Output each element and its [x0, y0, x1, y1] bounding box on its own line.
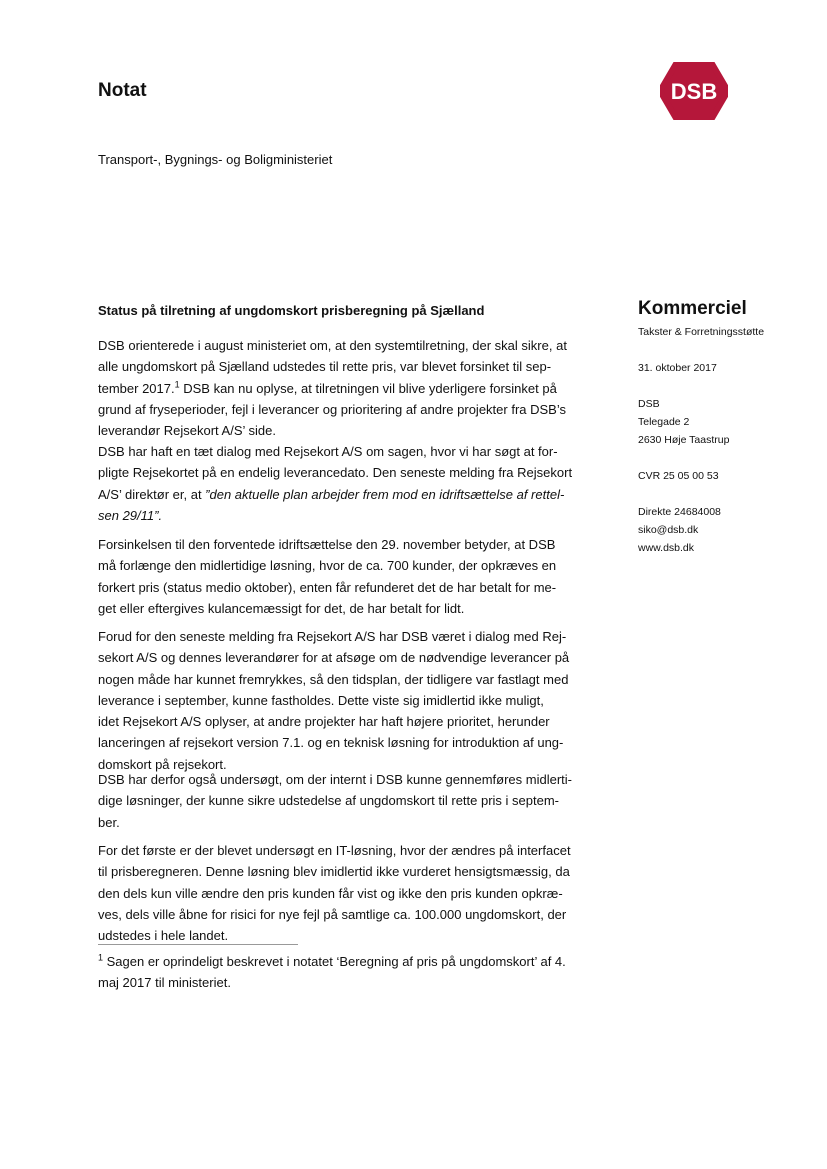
paragraph [98, 335, 567, 441]
text-segment: nogen måde har kunnet fremrykkes, så den tidsplan, der tidligere var fastlagt med [98, 671, 569, 687]
paragraph [98, 626, 569, 775]
text-segment: idet Rejsekort A/S oplyser, at andre projekter har haft højere prioritet, herunder [98, 714, 550, 730]
text-segment: alle ungdomskort på Sjælland udstedes til rette pris, var blevet forsinket til sep- [98, 359, 552, 375]
paragraph [98, 534, 556, 619]
text-line [98, 669, 569, 690]
text-segment: Forsinkelsen til den forventede idriftsættelse den 29. november betyder, at DSB [98, 537, 556, 552]
text-line [98, 420, 567, 441]
paragraph [98, 769, 572, 833]
text-segment: get eller eftergives kulancemæssigt for det, de har betalt for lidt. [98, 600, 465, 616]
text-line [98, 840, 571, 861]
paragraph [98, 840, 571, 946]
text-segment: For det første er der blevet undersøgt en IT-løsning, hvor der ændres på interfacet [98, 843, 571, 858]
text-segment: ber. [98, 814, 120, 830]
text-line [98, 555, 556, 576]
text-segment: DSB kan nu oplyse, at tilretningen vil blive yderligere forsinket på [179, 380, 557, 396]
text-line [98, 378, 567, 399]
text-line [98, 812, 572, 833]
unit-name: Takster & Forretningsstøtte [638, 326, 765, 338]
text-segment: lanceringen af rejsekort version 7.1. og en teknisk løsning for introduktion af ung- [98, 735, 564, 751]
text-line [98, 441, 572, 462]
text-segment: den dels kun ville ændre den pris kunden får vist og ikke den pris kunden opkræ- [98, 885, 563, 901]
cvr-number: CVR 25 05 00 53 [638, 470, 719, 482]
address-line: DSB [638, 398, 660, 410]
text-line [98, 647, 569, 668]
section-heading: Status på tilretning af ungdomskort prisberegning på Sjælland [98, 303, 485, 318]
text-line [98, 356, 567, 377]
text-line [98, 972, 566, 993]
text-line [98, 505, 572, 526]
text-line [98, 790, 572, 811]
text-line [98, 711, 569, 732]
text-line [98, 690, 569, 711]
text-segment: DSB har haft en tæt dialog med Rejsekort A/S om sagen, hvor vi har søgt at for- [98, 444, 558, 459]
dsb-logo [660, 62, 728, 120]
text-segment: udstedes i hele landet. [98, 928, 229, 944]
text-segment: DSB har derfor også undersøgt, om der internt i DSB kunne gennemføres midlerti- [98, 772, 572, 787]
text-line [98, 399, 567, 420]
text-line [98, 732, 569, 753]
footnote-marker: 1 [98, 952, 104, 963]
document-title: Notat [98, 80, 147, 101]
address-block [638, 395, 729, 449]
department-name: Kommerciel [638, 298, 747, 319]
document-date: 31. oktober 2017 [638, 362, 717, 374]
text-line [98, 951, 566, 972]
website-link[interactable]: www.dsb.dk [638, 542, 695, 554]
text-line [98, 598, 556, 619]
address-line: 2630 Høje Taastrup [638, 434, 730, 446]
text-segment: må forlænge den midlertidige løsning, hvor de ca. 700 kunder, der opkræves en [98, 558, 557, 574]
text-segment: ”den aktuelle plan arbejder frem mod en idriftsættelse af rettel- [205, 486, 565, 502]
direct-phone: Direkte 24684008 [638, 506, 721, 518]
footnote-marker: 1 [174, 379, 180, 390]
footnote-divider [98, 944, 298, 945]
text-line [98, 769, 572, 790]
text-segment: sen 29/11”. [98, 507, 163, 523]
text-segment: forkert pris (status medio oktober), enten får refunderet det de har betalt for me- [98, 579, 557, 595]
text-segment: A/S’ direktør er, at [98, 486, 206, 502]
text-segment: ves, dels ville åbne for risici for nye fejl på samtlige ca. 100.000 ungdomskort, der [98, 906, 567, 922]
contact-block [638, 503, 721, 557]
text-segment: til prisberegneren. Denne løsning blev imidlertid ikke vurderet hensigtsmæssig, da [98, 864, 570, 880]
text-segment: leverandør Rejsekort A/S’ side. [98, 423, 276, 439]
text-segment: maj 2017 til ministeriet. [98, 975, 231, 991]
text-segment: grund af fryseperioder, fejl i leverancer og prioritering af andre projekter fra DSB’s [98, 401, 566, 417]
text-line [98, 534, 556, 555]
text-segment: tember 2017. [98, 380, 175, 396]
text-segment: DSB orienterede i august ministeriet om, at den systemtilretning, der skal sikre, at [98, 338, 567, 353]
text-line [98, 626, 569, 647]
footnote [98, 951, 566, 994]
text-segment: dige løsninger, der kunne sikre udstedelse af ungdomskort til rette pris i septem- [98, 793, 560, 809]
email-link[interactable]: siko@dsb.dk [638, 524, 699, 536]
text-line [98, 904, 571, 925]
logo-text: DSB [670, 79, 718, 104]
text-segment: leverance i september, kunne fastholdes. Dette viste sig imidlertid ikke muligt, [98, 692, 544, 708]
address-line: Telegade 2 [638, 416, 690, 428]
text-segment: sekort A/S og dennes leverandører for at afsøge om de nødvendige leverancer på [98, 650, 570, 666]
text-segment: pligte Rejsekortet på en endelig leverancedato. Den seneste melding fra Rejsekort [98, 465, 573, 481]
text-segment: Sagen er oprindeligt beskrevet i notatet ‘Beregning af pris på ungdomskort’ af 4. [103, 954, 566, 969]
paragraph [98, 441, 572, 526]
recipient: Transport-, Bygnings- og Boligministeriet [98, 152, 333, 167]
text-segment: domskort på rejsekort. [98, 756, 227, 772]
text-segment: Forud for den seneste melding fra Rejsekort A/S har DSB været i dialog med Rej- [98, 629, 567, 644]
text-line [98, 577, 556, 598]
text-line [98, 484, 572, 505]
text-line [98, 861, 571, 882]
text-line [98, 883, 571, 904]
text-line [98, 335, 567, 356]
text-line [98, 462, 572, 483]
